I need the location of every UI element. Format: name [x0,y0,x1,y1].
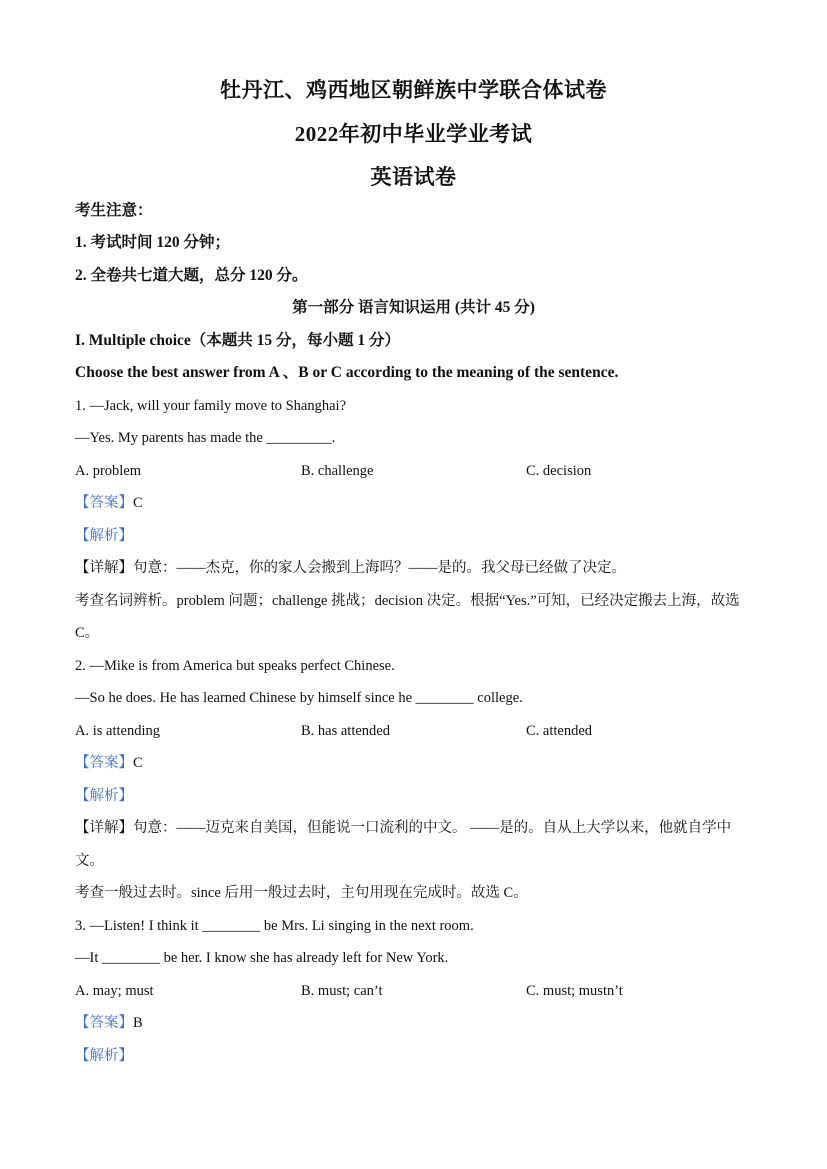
answer-value: C [133,755,143,771]
question-2-detail: 【详解】句意：——迈克来自美国，但能说一口流利的中文。 ——是的。自从上大学以来，他就自学中 [75,820,732,836]
question-3-option-b: B. must; can’t [301,983,383,999]
question-2-response: —So he does. He has learned Chinese by himself since he ________ college. [75,690,523,706]
question-2-option-b: B. has attended [301,723,390,739]
question-1-answer [75,493,755,513]
question-3-analysis-label: 【解析】 [75,1048,133,1064]
notice-heading: 考生注意： [75,202,153,219]
question-1-explanation: 考查名词辨析。problem 问题；challenge 挑战；decision 决定。根据“Yes.”可知，已经决定搬去上海，故选 [75,593,740,609]
question-3-answer [75,1013,755,1033]
exam-subject: 英语试卷 [370,165,457,189]
question-1-analysis-label: 【解析】 [75,528,133,544]
question-2-option-c: C. attended [526,723,593,739]
question-3-stem: 3. —Listen! I think it ________ be Mrs. Li singing in the next room. [75,918,474,934]
question-1-option-a: A. problem [75,463,142,479]
question-1-option-b: B. challenge [301,463,374,479]
question-2-stem: 2. —Mike is from America but speaks perfect Chinese. [75,658,395,674]
answer-value: B [133,1015,143,1031]
question-2-explanation: 考查一般过去时。since 后用一般过去时，主句用现在完成时。故选 C。 [75,885,528,901]
question-2-analysis-label: 【解析】 [75,788,133,804]
question-3-response: —It ________ be her. I know she has already left for New York. [75,950,449,966]
question-3-option-a: A. may; must [75,983,154,999]
answer-label: 【答案】 [75,755,133,771]
question-2-answer [75,753,755,773]
answer-label: 【答案】 [75,495,133,511]
question-1-stem: 1. —Jack, will your family move to Shanghai? [75,398,347,414]
notice-item-score: 2. 全卷共七道大题，总分 120 分。 [75,267,308,284]
question-2-option-a: A. is attending [75,723,160,739]
exam-title: 牡丹江、鸡西地区朝鲜族中学联合体试卷 [220,78,607,102]
answer-label: 【答案】 [75,1015,133,1031]
section-heading: I. Multiple choice（本题共 15 分，每小题 1 分） [75,332,401,349]
answer-value: C [133,495,143,511]
part-heading: 第一部分 语言知识运用 (共计 45 分) [292,299,535,316]
section-instruction: Choose the best answer from A 、B or C according to the meaning of the sentence. [75,364,619,381]
question-2-detail-cont: 文。 [75,853,104,869]
question-3-option-c: C. must; mustn’t [526,983,623,999]
notice-item-time: 1. 考试时间 120 分钟； [75,234,231,251]
question-1-option-c: C. decision [526,463,592,479]
question-1-detail: 【详解】句意：——杰克，你的家人会搬到上海吗？——是的。我父母已经做了决定。 [75,560,626,576]
question-1-response: —Yes. My parents has made the _________. [75,430,336,446]
exam-subtitle: 2022年初中毕业学业考试 [294,122,533,146]
question-1-explanation-cont: C。 [75,625,100,641]
